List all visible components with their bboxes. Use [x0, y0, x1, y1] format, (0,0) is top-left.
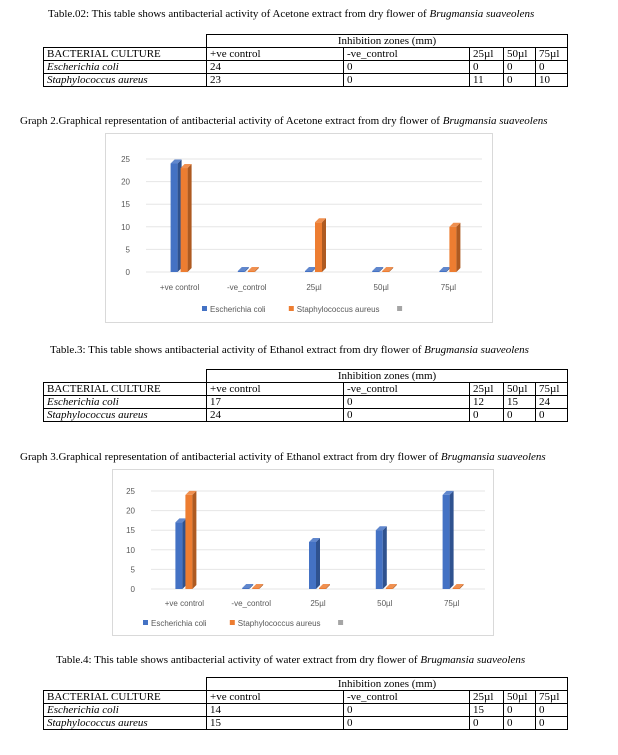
table-row	[44, 61, 568, 74]
bar	[372, 271, 379, 272]
table4-caption-text: Table.4: This table shows antibacterial activity of water extract from dry flower of	[56, 654, 418, 666]
table2-caption	[48, 8, 534, 20]
bar-side	[316, 538, 320, 589]
table2-caption-species: Brugmansia suaveolens	[429, 8, 535, 20]
table4-header-cell: +ve control	[207, 691, 344, 704]
table4-header-cell: 25µl	[470, 691, 504, 704]
bar	[175, 522, 182, 589]
table-cell: 0	[344, 717, 470, 730]
table-cell: 24	[536, 396, 568, 409]
bar	[238, 271, 245, 272]
bar	[315, 222, 322, 272]
table-cell: 24	[207, 409, 344, 422]
table3-header-cell: -ve_control	[344, 383, 470, 396]
x-tick-label: +ve control	[164, 599, 205, 608]
table2-header-cell: +ve control	[207, 48, 344, 61]
table-row	[44, 396, 568, 409]
table-cell: 0	[504, 704, 536, 717]
table2-header-cell: 75µl	[536, 48, 568, 61]
bar	[443, 495, 450, 589]
table3-header-cell: 75µl	[536, 383, 568, 396]
table-cell: Staphylococcus aureus	[44, 409, 207, 422]
legend-swatch	[289, 306, 294, 311]
table2-group-header: Inhibition zones (mm)	[207, 35, 568, 48]
table3-caption	[50, 344, 529, 356]
table-cell: 24	[207, 61, 344, 74]
x-tick-label: 50µl	[377, 599, 393, 608]
table-cell: 11	[470, 74, 504, 87]
x-tick-label: 50µl	[373, 283, 389, 292]
graph3-caption-text: Graph 3.Graphical representation of antibacterial activity of Ethanol extract from dry flower of	[20, 451, 439, 463]
table3-caption-species: Brugmansia suaveolens	[424, 344, 529, 356]
table-cell: 0	[536, 61, 568, 74]
x-tick-label: 25µl	[310, 599, 326, 608]
bar	[171, 164, 178, 272]
table4-header-cell: 75µl	[536, 691, 568, 704]
bar	[319, 588, 326, 589]
table-cell: 0	[536, 409, 568, 422]
table-cell: 15	[470, 704, 504, 717]
table-cell: 23	[207, 74, 344, 87]
graph2-caption	[20, 115, 548, 127]
table4-header-cell: 50µl	[504, 691, 536, 704]
y-tick-label: 0	[125, 268, 130, 277]
chart-graph3-svg	[113, 470, 493, 635]
table4-caption	[56, 654, 525, 666]
table3-caption-text: Table.3: This table shows antibacterial activity of Ethanol extract from dry flower of	[50, 344, 422, 356]
graph2-caption-text: Graph 2.Graphical representation of antibacterial activity of Acetone extract from dry flower of	[20, 115, 440, 127]
table3-header-cell: BACTERIAL CULTURE	[44, 383, 207, 396]
x-tick-label: +ve control	[159, 283, 200, 292]
table-cell: 0	[470, 717, 504, 730]
bar	[439, 271, 446, 272]
legend-label: Escherichia coli	[151, 619, 207, 628]
y-tick-label: 5	[130, 565, 135, 575]
table-cell: 10	[536, 74, 568, 87]
y-tick-label: 20	[126, 506, 135, 516]
x-tick-label: -ve_control	[231, 599, 271, 608]
chart-graph2-svg	[106, 134, 492, 322]
legend-swatch	[230, 620, 235, 625]
table-cell: Escherichia coli	[44, 61, 207, 74]
table3-header-row	[44, 383, 568, 396]
table2-caption-text: Table.02: This table shows antibacterial activity of Acetone extract from dry flower of	[48, 8, 427, 20]
legend-swatch	[397, 306, 402, 311]
table2-spacer	[44, 35, 207, 48]
legend-swatch	[143, 620, 148, 625]
x-tick-label: -ve_control	[227, 283, 267, 292]
bar	[382, 271, 389, 272]
graph3-caption-species: Brugmansia suaveolens	[440, 451, 546, 463]
table-cell: 0	[344, 409, 470, 422]
table2-header-row	[44, 48, 568, 61]
table-cell: Staphylococcus aureus	[44, 717, 207, 730]
y-tick-label: 0	[130, 585, 135, 594]
bar-side	[188, 164, 192, 272]
table-cell: Escherichia coli	[44, 396, 207, 409]
table3	[43, 369, 568, 422]
bar	[181, 168, 188, 272]
table-cell: 0	[504, 409, 536, 422]
table-cell: Escherichia coli	[44, 704, 207, 717]
y-tick-label: 25	[126, 487, 135, 496]
table4-caption-species: Brugmansia suaveolens	[420, 654, 526, 666]
chart-graph2	[105, 133, 493, 323]
table-cell: 0	[536, 704, 568, 717]
x-tick-label: 75µl	[440, 283, 457, 292]
table-cell: 17	[207, 396, 344, 409]
table-cell: 12	[470, 396, 504, 409]
table3-header-cell: 25µl	[470, 383, 504, 396]
table-cell: 0	[344, 704, 470, 717]
table-row	[44, 704, 568, 717]
table2	[43, 34, 568, 87]
table-cell: Staphylococcus aureus	[44, 74, 207, 87]
bar	[248, 271, 255, 272]
y-tick-label: 10	[126, 545, 135, 555]
table2-header-cell: 50µl	[504, 48, 536, 61]
table3-header-cell: 50µl	[504, 383, 536, 396]
table-cell: 0	[344, 396, 470, 409]
bar-side	[192, 491, 196, 589]
table-cell: 14	[207, 704, 344, 717]
table-cell: 0	[344, 74, 470, 87]
table-row	[44, 409, 568, 422]
table4-header-cell: -ve_control	[344, 691, 470, 704]
graph3-caption	[20, 451, 546, 463]
bar	[449, 227, 456, 272]
graph2-caption-species: Brugmansia suaveolens	[442, 115, 548, 127]
table-cell: 0	[536, 717, 568, 730]
bar	[242, 588, 249, 589]
legend-swatch	[338, 620, 343, 625]
legend-label: Escherichia coli	[210, 305, 266, 314]
y-tick-label: 5	[125, 245, 130, 255]
bar-side	[322, 218, 326, 272]
table4-group-header: Inhibition zones (mm)	[207, 678, 568, 691]
y-tick-label: 20	[121, 177, 130, 187]
legend-swatch	[202, 306, 207, 311]
table3-spacer	[44, 370, 207, 383]
table3-group-header: Inhibition zones (mm)	[207, 370, 568, 383]
table2-header-cell: -ve_control	[344, 48, 470, 61]
bar	[309, 542, 316, 589]
table-cell: 15	[504, 396, 536, 409]
bar	[185, 495, 192, 589]
chart-graph3	[112, 469, 494, 636]
table-cell: 15	[207, 717, 344, 730]
table-cell: 0	[504, 717, 536, 730]
x-tick-label: 25µl	[306, 283, 322, 292]
bar	[386, 588, 393, 589]
bar	[252, 588, 259, 589]
table-row	[44, 717, 568, 730]
table-cell: 0	[344, 61, 470, 74]
y-tick-label: 15	[126, 526, 135, 536]
bar-side	[450, 491, 454, 589]
bar	[305, 271, 312, 272]
y-tick-label: 10	[121, 222, 130, 232]
table3-header-cell: +ve control	[207, 383, 344, 396]
table4-header-row	[44, 691, 568, 704]
table2-header-cell: 25µl	[470, 48, 504, 61]
table-cell: 0	[470, 61, 504, 74]
table-cell: 0	[470, 409, 504, 422]
bar-side	[456, 223, 460, 272]
bar	[453, 588, 460, 589]
table4	[43, 677, 568, 730]
table2-header-cell: BACTERIAL CULTURE	[44, 48, 207, 61]
bar-side	[383, 526, 387, 589]
y-tick-label: 15	[121, 200, 130, 210]
bar	[376, 530, 383, 589]
table-cell: 0	[504, 74, 536, 87]
table4-header-cell: BACTERIAL CULTURE	[44, 691, 207, 704]
legend-label: Staphylococcus aureus	[296, 305, 380, 314]
y-tick-label: 25	[121, 155, 130, 164]
table-cell: 0	[504, 61, 536, 74]
legend-label: Staphylococcus aureus	[237, 619, 321, 628]
table-row	[44, 74, 568, 87]
table4-spacer	[44, 678, 207, 691]
x-tick-label: 75µl	[443, 599, 460, 608]
